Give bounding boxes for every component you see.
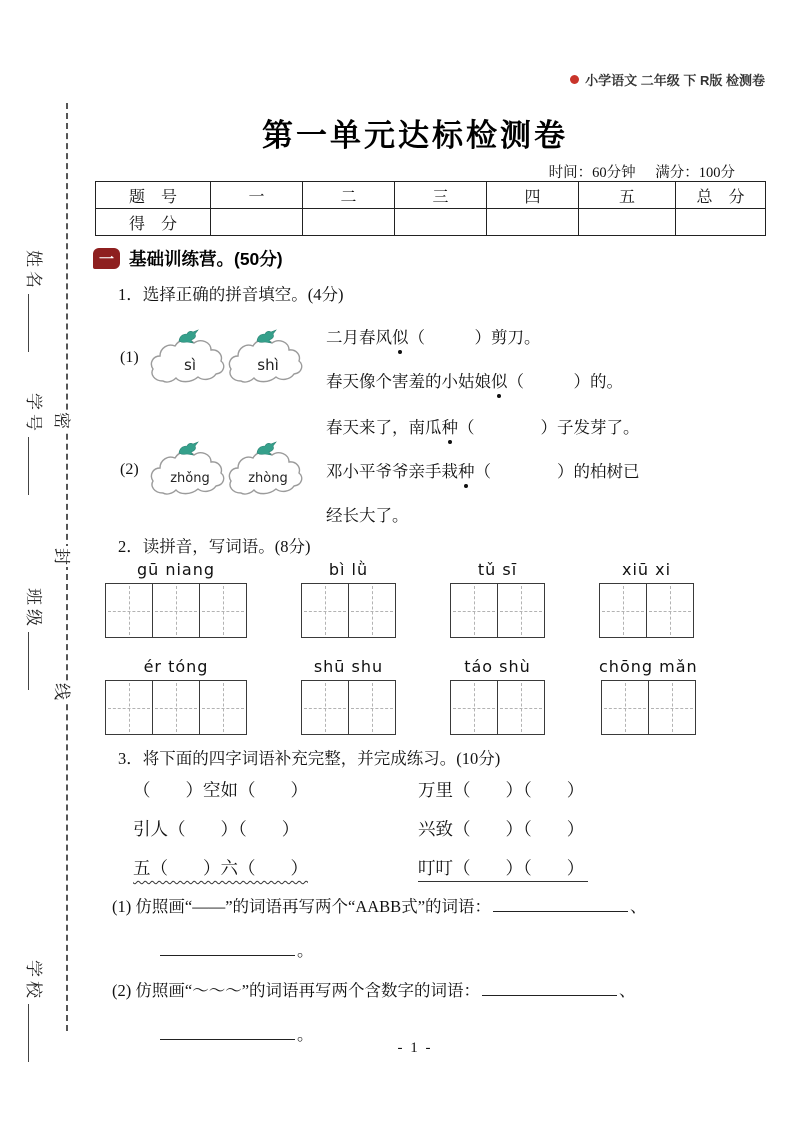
idiom-item[interactable] [418,816,748,841]
pinyin-label: bì lǜ [328,560,369,579]
fill-in-sentence[interactable]: 春天像个害羞的小姑娘 似 （ ）的。 [326,358,623,402]
seal-char-xian: 线 [48,681,79,702]
writing-cell[interactable] [349,584,395,637]
idiom-text: 引人（ ）（ ） [133,819,300,839]
sub-question-1-label: (1) [112,897,132,916]
pinyin-label: xiū xi [621,560,672,579]
idiom-text-underline: 叮叮（ ）（ ） [418,858,588,882]
margin-field-student-number [23,393,48,495]
seal-char-feng: 封 [48,546,79,567]
pinyin-label: táo shù [464,657,531,676]
field-school-label: 学校 [24,960,43,1002]
idiom-text: （ ）空如（ ） [133,780,308,800]
sub-question-1 [112,893,647,917]
student-number-fill-line[interactable] [28,437,41,495]
class-fill-line[interactable] [28,632,41,690]
field-student-number-label: 学号 [24,393,43,435]
full-score: 满分：100分 [655,165,735,181]
score-table [95,181,766,236]
bird-icon [257,330,276,343]
writing-cell[interactable] [200,584,246,637]
writing-cell[interactable] [106,584,153,637]
emphasized-char: 种 [442,414,459,438]
answer-blank[interactable] [160,940,295,956]
score-header-cell: 总 分 [676,182,766,209]
writing-grid[interactable] [450,680,545,735]
score-header-cell: 二 [303,182,395,209]
paper-title: 第一单元达标检测卷 [262,118,568,153]
writing-cell[interactable] [106,681,153,734]
part-1-label: (1) [120,349,139,366]
writing-grid[interactable] [105,680,247,735]
pinyin-option-text: sì [184,356,196,374]
margin-field-school [23,960,48,1062]
part-2-label: (2) [120,461,139,478]
fill-in-sentence[interactable]: 邓小平爷爷亲手栽 种 （ ）的柏树已 [326,448,640,492]
q1-part-1-sentences [326,314,623,402]
pinyin-label: gū niang [136,560,216,579]
score-input-cell[interactable] [211,209,303,236]
seal-char-mi: 密 [48,410,79,431]
idiom-item[interactable] [418,855,748,880]
period: 。 [297,1025,314,1044]
pinyin-label: chōng mǎn [599,657,698,676]
school-fill-line[interactable] [28,1004,41,1062]
sub-question-1-continuation [158,937,314,961]
pinyin-option-clouds [148,440,312,500]
pinyin-cloud-option[interactable] [226,328,310,388]
sub-question-2-label: (2) [112,981,132,1000]
score-header-cell: 三 [395,182,487,209]
idiom-item[interactable] [133,855,418,880]
name-fill-line[interactable] [28,294,41,352]
answer-blank[interactable] [482,980,617,996]
idiom-text-wavy: 五（ ）六（ ） [133,858,308,878]
pinyin-label: shū shu [313,657,384,676]
fill-in-sentence[interactable]: 经长大了。 [326,506,409,525]
pinyin-option-clouds [148,328,312,388]
writing-cell[interactable] [498,681,544,734]
writing-grid[interactable] [599,583,694,638]
emphasized-char: 似 [392,324,409,348]
writing-grid[interactable] [450,583,545,638]
separator: 、 [630,897,647,916]
pinyin-word-block [301,560,396,642]
idiom-item[interactable] [418,777,748,802]
pinyin-option-text: shì [257,356,279,374]
writing-grid[interactable] [301,680,396,735]
section-number-badge: 一 [93,248,120,269]
score-input-cell[interactable] [487,209,579,236]
emphasized-char: 种 [458,458,475,482]
score-input-cell[interactable] [579,209,676,236]
time-score-line [95,161,735,182]
bird-icon [179,330,198,343]
writing-grid[interactable] [601,680,696,735]
time-limit: 时间：60分钟 [548,165,636,181]
field-class-label: 班级 [24,588,43,630]
score-table-score-row [96,209,766,236]
pinyin-word-block [599,560,694,642]
red-dot-icon [570,75,579,84]
score-header-cell: 题 号 [96,182,211,209]
q1-part-2 [120,404,640,536]
pinyin-word-block [301,657,396,739]
section-title: 基础训练营。(50分) [129,249,283,269]
writing-cell[interactable] [498,584,544,637]
score-row-label: 得 分 [96,209,211,236]
bird-icon [257,442,276,455]
writing-cell[interactable] [302,584,349,637]
pinyin-word-block [450,657,545,739]
pinyin-word-block [105,657,247,739]
writing-cell[interactable] [153,681,200,734]
page-number: - 1 - [397,1040,433,1056]
writing-cell[interactable] [451,584,498,637]
period: 。 [297,941,314,960]
writing-cell[interactable] [153,584,200,637]
pinyin-option-text: zhòng [248,471,288,486]
writing-cell[interactable] [602,681,649,734]
section-one-header [93,246,283,271]
margin-field-name [23,250,48,352]
score-header-cell: 五 [579,182,676,209]
bird-icon [179,442,198,455]
pinyin-cloud-option[interactable] [148,328,232,388]
score-input-cell[interactable] [395,209,487,236]
score-input-cell[interactable] [303,209,395,236]
idiom-item[interactable] [133,777,418,802]
score-table-header-row [96,182,766,209]
margin-field-class [23,588,48,690]
field-name-label: 姓名 [24,250,43,292]
writing-cell[interactable] [600,584,647,637]
writing-cell[interactable] [451,681,498,734]
pinyin-word-block [105,560,247,642]
fill-in-sentence[interactable]: 春天来了，南瓜 种 （ ）子发芽了。 [326,404,640,448]
writing-cell[interactable] [647,584,693,637]
answer-blank[interactable] [160,1024,295,1040]
sub-question-1-text: 仿照画“——”的词语再写两个“AABB式”的词语： [135,897,492,916]
fill-in-sentence[interactable]: 二月春风 似 （ ）剪刀。 [326,314,623,358]
writing-grid[interactable] [301,583,396,638]
score-input-cell[interactable] [676,209,766,236]
question-1-heading: 1．选择正确的拼音填空。(4分) [118,285,344,304]
score-header-cell: 四 [487,182,579,209]
pinyin-label: ér tóng [143,657,209,676]
separator: 、 [619,981,636,1000]
pinyin-cloud-option[interactable] [148,440,232,500]
sub-question-2-text: 仿照画“～～～”的词语再写两个含数字的词语： [135,981,481,1000]
answer-blank[interactable] [493,896,628,912]
pinyin-label: tǔ sī [477,560,518,579]
question-2-heading: 2．读拼音，写词语。(8分) [118,537,311,556]
idiom-item[interactable] [133,816,418,841]
idiom-text: 万里（ ）（ ） [418,780,585,800]
pinyin-option-text: zhǒng [170,471,210,486]
seal-dashed-line [66,103,68,1031]
writing-row [105,560,698,642]
q1-part-1 [120,310,623,406]
pinyin-word-block [450,560,545,642]
score-header-cell: 一 [211,182,303,209]
pinyin-writing-area [105,560,698,754]
pinyin-cloud-option[interactable] [226,440,310,500]
idiom-text: 兴致（ ）（ ） [418,819,585,839]
writing-cell[interactable] [200,681,246,734]
writing-grid[interactable] [105,583,247,638]
edition-header [570,70,765,89]
sub-question-2 [112,977,636,1001]
emphasized-char: 似 [491,368,508,392]
writing-row [105,657,698,739]
idiom-completion-grid [133,777,748,880]
q1-part-2-sentences [326,404,640,536]
writing-cell[interactable] [649,681,695,734]
writing-cell[interactable] [302,681,349,734]
edition-label: 小学语文 二年级 下 R版 检测卷 [585,73,765,88]
question-3-heading: 3．将下面的四字词语补充完整，并完成练习。(10分) [118,749,501,768]
writing-cell[interactable] [349,681,395,734]
pinyin-word-block [599,657,698,739]
